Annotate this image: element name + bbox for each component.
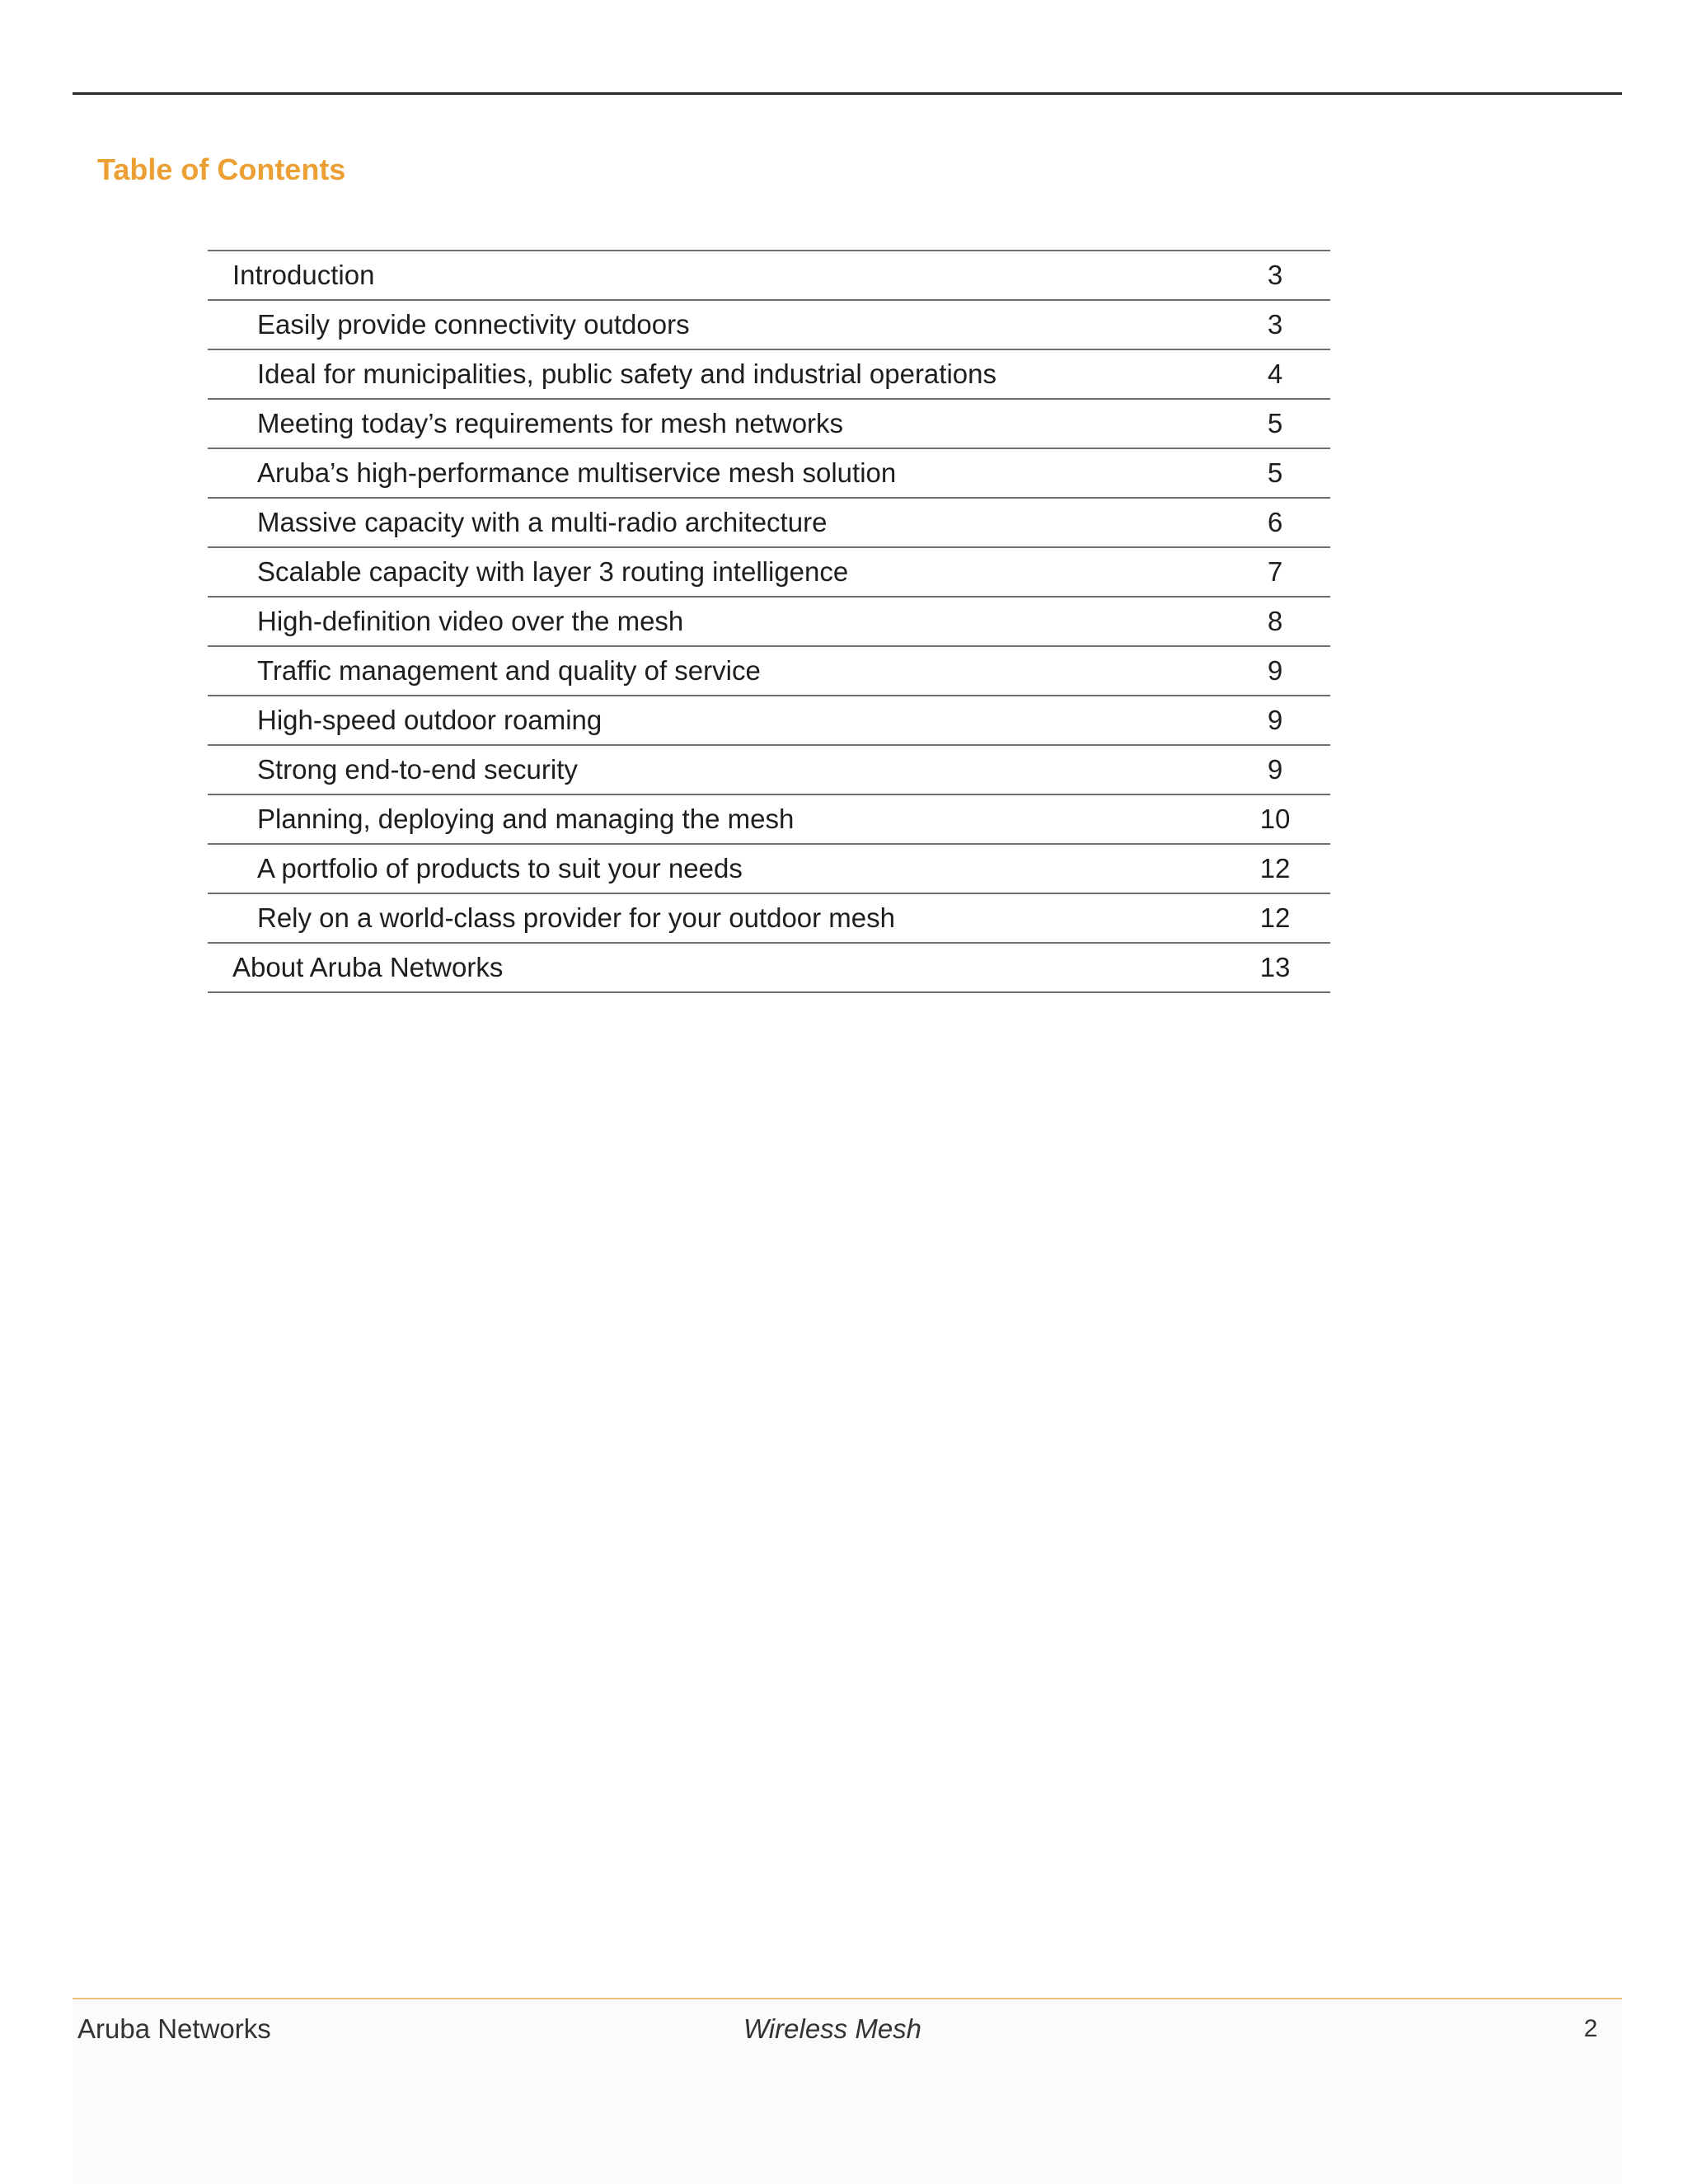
toc-entry-label: Easily provide connectivity outdoors bbox=[257, 309, 690, 340]
toc-table bbox=[208, 250, 1330, 993]
toc-entry-label: Traffic management and quality of service bbox=[257, 655, 761, 686]
toc-entry-label: About Aruba Networks bbox=[232, 952, 504, 982]
footer-rule bbox=[73, 1998, 1622, 1999]
toc-entry-page: 12 bbox=[1259, 902, 1291, 933]
toc-entry-page: 3 bbox=[1267, 309, 1283, 340]
toc-entry-page: 9 bbox=[1267, 754, 1283, 785]
toc-entry[interactable] bbox=[208, 400, 1330, 449]
toc-entry-page: 4 bbox=[1267, 359, 1283, 389]
toc-entry[interactable] bbox=[208, 696, 1330, 746]
toc-entry-page: 6 bbox=[1267, 507, 1283, 537]
toc-entry-page: 13 bbox=[1259, 952, 1291, 982]
toc-entry[interactable] bbox=[208, 449, 1330, 499]
toc-entry-label: High-definition video over the mesh bbox=[257, 606, 684, 636]
footer-page-number: 2 bbox=[1583, 2015, 1598, 2042]
toc-entry-label: Meeting today’s requirements for mesh networks bbox=[257, 408, 844, 438]
footer-company: Aruba Networks bbox=[77, 2013, 271, 2044]
header-rule bbox=[73, 92, 1622, 95]
toc-entry-page: 5 bbox=[1267, 408, 1283, 438]
toc-entry-page: 9 bbox=[1267, 705, 1283, 735]
toc-entry[interactable] bbox=[208, 746, 1330, 795]
toc-entry[interactable] bbox=[208, 350, 1330, 400]
toc-entry[interactable] bbox=[208, 301, 1330, 350]
toc-entry-label: Rely on a world-class provider for your outdoor mesh bbox=[257, 902, 896, 933]
toc-entry-page: 10 bbox=[1259, 804, 1291, 834]
toc-entry[interactable] bbox=[208, 845, 1330, 894]
toc-entry-page: 7 bbox=[1267, 556, 1283, 587]
toc-entry-label: Introduction bbox=[232, 260, 375, 290]
toc-entry-label: Massive capacity with a multi-radio architecture bbox=[257, 507, 828, 537]
toc-entry-page: 9 bbox=[1267, 655, 1283, 686]
toc-entry[interactable] bbox=[208, 944, 1330, 993]
toc-entry-label: Planning, deploying and managing the mesh bbox=[257, 804, 795, 834]
toc-entry-label: High-speed outdoor roaming bbox=[257, 705, 603, 735]
toc-entry-label: Aruba’s high-performance multiservice mesh solution bbox=[257, 457, 897, 488]
toc-entry[interactable] bbox=[208, 548, 1330, 598]
toc-entry-label: Ideal for municipalities, public safety and industrial operations bbox=[257, 359, 996, 389]
toc-entry-label: A portfolio of products to suit your needs bbox=[257, 853, 743, 883]
toc-entry[interactable] bbox=[208, 795, 1330, 845]
toc-entry-page: 8 bbox=[1267, 606, 1283, 636]
toc-entry[interactable] bbox=[208, 598, 1330, 647]
toc-entry-label: Strong end-to-end security bbox=[257, 754, 578, 785]
toc-entry[interactable] bbox=[208, 499, 1330, 548]
toc-entry-label: Scalable capacity with layer 3 routing intelligence bbox=[257, 556, 849, 587]
toc-entry[interactable] bbox=[208, 894, 1330, 944]
toc-entry-page: 12 bbox=[1259, 853, 1291, 883]
toc-entry[interactable] bbox=[208, 647, 1330, 696]
toc-entry[interactable] bbox=[208, 251, 1330, 301]
toc-entry-page: 3 bbox=[1267, 260, 1283, 290]
toc-entry-page: 5 bbox=[1267, 457, 1283, 488]
toc-heading: Table of Contents bbox=[97, 152, 346, 186]
footer-doc-title: Wireless Mesh bbox=[743, 2013, 922, 2044]
